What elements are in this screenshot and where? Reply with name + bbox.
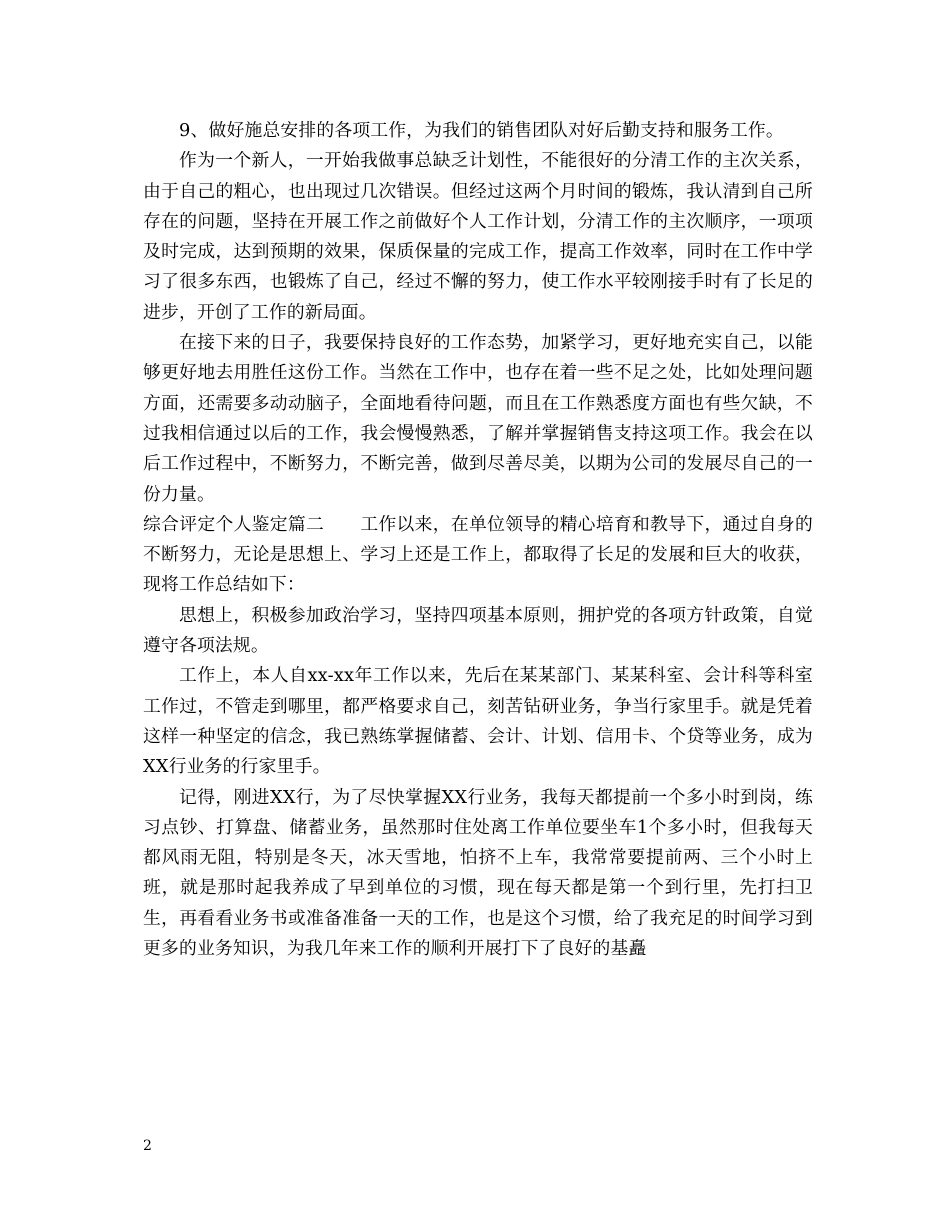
paragraph-6: 工作上，本人自xx-xx年工作以来，先后在某某部门、某某科室、会计科等科室工作过，不管走到哪里，都严格要求自己，刻苦钻研业务，争当行家里手。就是凭着这样一种坚定的信念，我已熟练掌握储蓄、会计、计划、信用卡、个贷等业务，成为XX行业务的行家里手。 — [143, 665, 813, 778]
paragraph-4-section-heading: 综合评定个人鉴定篇二 工作以来，在单位领导的精心培育和教导下，通过自身的不断努力，无论是思想上、学习上还是工作上，都取得了长足的发展和巨大的收获，现将工作总结如下： — [143, 513, 813, 596]
paragraph-1: 9、做好施总安排的各项工作，为我们的销售团队对好后勤支持和服务工作。 — [179, 120, 784, 141]
paragraph-3: 在接下来的日子，我要保持良好的工作态势，加紧学习，更好地充实自己，以能够更好地去用胜任这份工作。当然在工作中，也存在着一些不足之处，比如处理问题方面，还需要多动动脑子，全面地看待问题，而且在工作熟悉度方面也有些欠缺，不过我相信通过以后的工作，我会慢慢熟悉，了解并掌握销售支持这项工作。我会在以后工作过程中，不断努力，不断完善，做到尽善尽美，以期为公司的发展尽自己的一份力量。 — [143, 332, 813, 505]
paragraph-2: 作为一个新人，一开始我做事总缺乏计划性，不能很好的分清工作的主次关系，由于自己的粗心，也出现过几次错误。但经过这两个月时间的锻炼，我认清到自己所存在的问题，坚持在开展工作之前做好个人工作计划，分清工作的主次顺序，一项项及时完成，达到预期的效果，保质保量的完成工作，提高工作效率，同时在工作中学习了很多东西，也锻炼了自己，经过不懈的努力，使工作水平较刚接手时有了长足的进步，开创了工作的新局面。 — [143, 150, 813, 323]
document-body — [143, 116, 813, 964]
paragraph-5: 思想上，积极参加政治学习，坚持四项基本原则，拥护党的各项方针政策，自觉遵守各项法规。 — [143, 604, 813, 657]
paragraph-7: 记得，刚进XX行，为了尽快掌握XX行业务，我每天都提前一个多小时到岗，练习点钞、打算盘、储蓄业务，虽然那时住处离工作单位要坐车1个多小时，但我每天都风雨无阻，特别是冬天，冰天雪地，怕挤不上车，我常常要提前两、三个小时上班，就是那时起我养成了早到单位的习惯，现在每天都是第一个到行里，先打扫卫生，再看看业务书或准备准备一天的工作，也是这个习惯，给了我充足的时间学习到更多的业务知识，为我几年来工作的顺利开展打下了良好的基矗 — [143, 786, 813, 960]
page-number: 2 — [143, 1138, 152, 1154]
